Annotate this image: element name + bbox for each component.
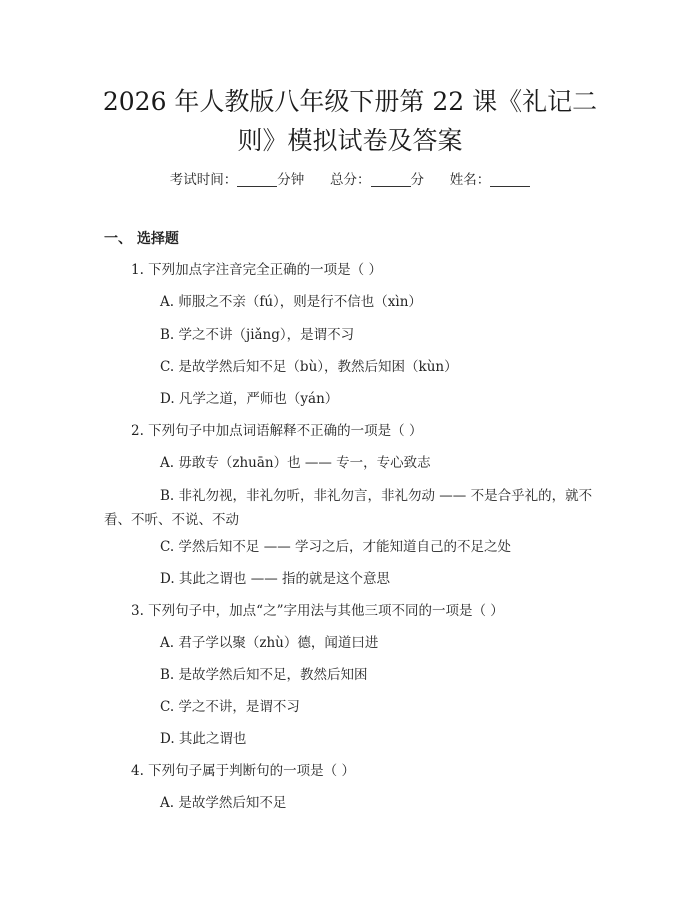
- question-1-option-a: A. 师服之不亲（fú），则是行不信也（xìn）: [160, 294, 422, 310]
- question-1-option-d: D. 凡学之道，严师也（yán）: [160, 391, 339, 407]
- question-1-option-c: C. 是故学然后知不足（bù），教然后知困（kùn）: [160, 359, 458, 375]
- question-2-option-c: C. 学然后知不足 —— 学习之后，才能知道自己的不足之处: [160, 539, 512, 555]
- exam-title-line-1: 2026 年人教版八年级下册第 22 课《礼记二: [102, 87, 598, 116]
- question-3-stem: 3. 下列句子中，加点“之”字用法与其他三项不同的一项是（ ）: [131, 603, 504, 619]
- question-2-option-b: B. 非礼勿视，非礼勿听，非礼勿言，非礼勿动 —— 不是合乎礼的，就不看、不听、不说、不动: [104, 488, 593, 528]
- question-2-option-d: D. 其此之谓也 —— 指的就是这个意思: [160, 571, 391, 587]
- exam-info-row: [0, 168, 700, 188]
- question-4-stem: 4. 下列句子属于判断句的一项是（ ）: [131, 763, 355, 779]
- name-label: 姓名：: [449, 172, 491, 188]
- question-2-option-a: A. 毋敢专（zhuān）也 —— 专一，专心致志: [160, 455, 431, 471]
- question-3-option-d: D. 其此之谓也: [160, 731, 247, 747]
- score-blank: [371, 172, 411, 187]
- question-1-option-b: B. 学之不讲（jiǎng），是谓不习: [160, 327, 355, 343]
- time-blank: [237, 172, 277, 187]
- question-3-option-a: A. 君子学以聚（zhù）德，闻道曰进: [160, 635, 379, 651]
- score-label: 总分：: [330, 172, 371, 188]
- exam-title-line-2: 则》模拟试卷及答案: [237, 126, 463, 155]
- question-3-option-b: B. 是故学然后知不足，教然后知困: [160, 667, 368, 683]
- section-heading-choice: 一、 选择题: [104, 231, 179, 247]
- question-4-option-a: A. 是故学然后知不足: [160, 795, 287, 811]
- time-label: 考试时间：: [169, 172, 238, 188]
- question-2-stem: 2. 下列句子中加点词语解释不正确的一项是（ ）: [131, 423, 423, 439]
- time-unit: 分钟: [277, 172, 305, 188]
- question-3-option-c: C. 学之不讲，是谓不习: [160, 699, 300, 715]
- name-blank: [490, 172, 530, 187]
- score-unit: 分: [410, 172, 424, 188]
- question-1-stem: 1. 下列加点字注音完全正确的一项是（ ）: [131, 262, 382, 278]
